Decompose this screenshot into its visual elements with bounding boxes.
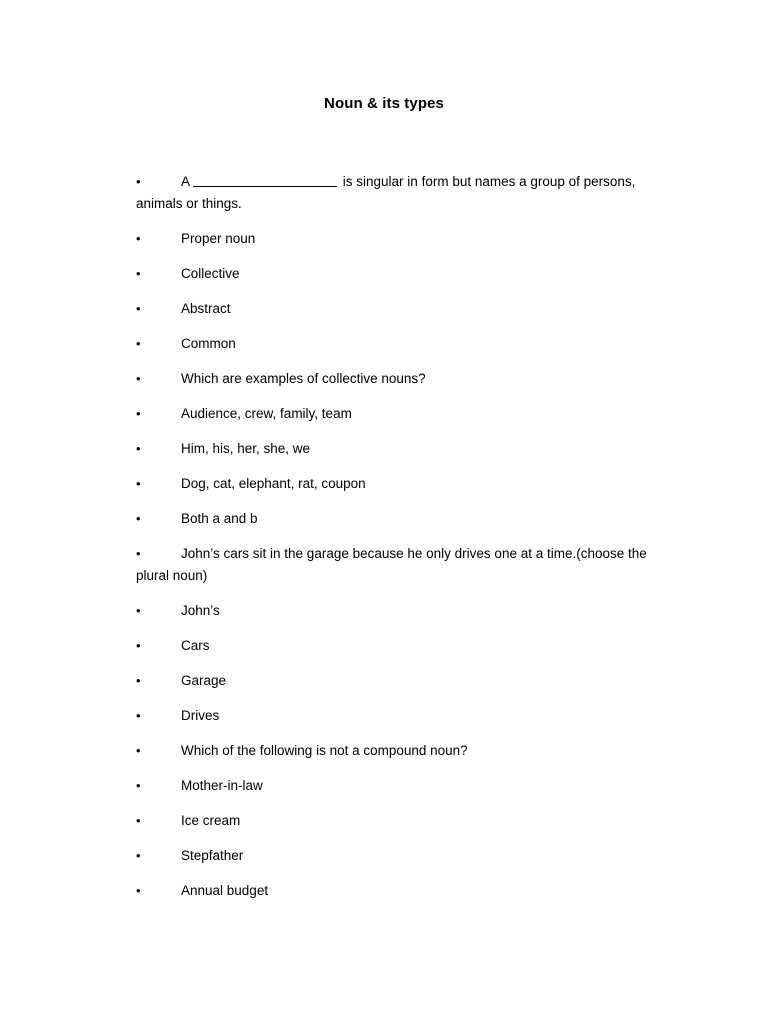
item-text: Dog, cat, elephant, rat, coupon	[181, 476, 366, 491]
item-text: Cars	[181, 638, 210, 653]
page-title: Noun & its types	[324, 95, 444, 112]
item-text: Audience, crew, family, team	[181, 406, 352, 421]
list-item	[136, 705, 656, 727]
bullet-icon: •	[136, 174, 141, 189]
item-text: Ice cream	[181, 813, 241, 828]
bullet-icon: •	[136, 266, 141, 281]
list-item	[136, 670, 656, 692]
list-item	[136, 740, 656, 762]
bullet-icon: •	[136, 883, 141, 898]
list-item	[136, 403, 656, 425]
item-text: Stepfather	[181, 848, 244, 863]
item-text: Collective	[181, 266, 240, 281]
bullet-icon: •	[136, 336, 141, 351]
item-text: Abstract	[181, 301, 231, 316]
bullet-icon: •	[136, 231, 141, 246]
fill-in-blank-line	[193, 172, 337, 187]
bullet-icon: •	[136, 441, 141, 456]
bullet-icon: •	[136, 546, 141, 561]
bullet-icon: •	[136, 673, 141, 688]
item-text: Which are examples of collective nouns?	[181, 371, 426, 386]
item-text: Garage	[181, 673, 227, 688]
list-item	[136, 775, 656, 797]
list-item	[136, 543, 656, 587]
bullet-icon: •	[136, 301, 141, 316]
bullet-icon: •	[136, 371, 141, 386]
list-item	[136, 438, 656, 460]
item-text: John’s	[181, 603, 220, 618]
bullet-icon: •	[136, 638, 141, 653]
list-item	[136, 635, 656, 657]
item-text: Common	[181, 336, 236, 351]
item-text: Drives	[181, 708, 220, 723]
list-item	[136, 228, 656, 250]
list-item	[136, 333, 656, 355]
item-text: Which of the following is not a compound noun?	[181, 743, 468, 758]
item-text: John’s cars sit in the garage because he only drives one at a time.(choose the plural noun)	[136, 546, 647, 583]
item-text: Both a and b	[181, 511, 258, 526]
list-item	[136, 845, 656, 867]
bullet-icon: •	[136, 813, 141, 828]
list-item	[136, 473, 656, 495]
bullet-icon: •	[136, 778, 141, 793]
bullet-icon: •	[136, 511, 141, 526]
list-item	[136, 263, 656, 285]
question-list	[136, 171, 656, 915]
list-item	[136, 880, 656, 902]
bullet-icon: •	[136, 476, 141, 491]
list-item-fill-blank	[136, 171, 656, 215]
bullet-icon: •	[136, 848, 141, 863]
item-text: Mother-in-law	[181, 778, 263, 793]
list-item	[136, 600, 656, 622]
item-text: Him, his, her, she, we	[181, 441, 311, 456]
list-item	[136, 368, 656, 390]
item-text: Annual budget	[181, 883, 269, 898]
bullet-icon: •	[136, 743, 141, 758]
item-text-before-blank: A	[181, 174, 191, 189]
list-item	[136, 810, 656, 832]
list-item	[136, 508, 656, 530]
bullet-icon: •	[136, 708, 141, 723]
bullet-icon: •	[136, 603, 141, 618]
item-text-after-blank: is singular in form but names a group of persons, animals or things.	[136, 174, 636, 211]
bullet-icon: •	[136, 406, 141, 421]
list-item	[136, 298, 656, 320]
item-text: Proper noun	[181, 231, 256, 246]
